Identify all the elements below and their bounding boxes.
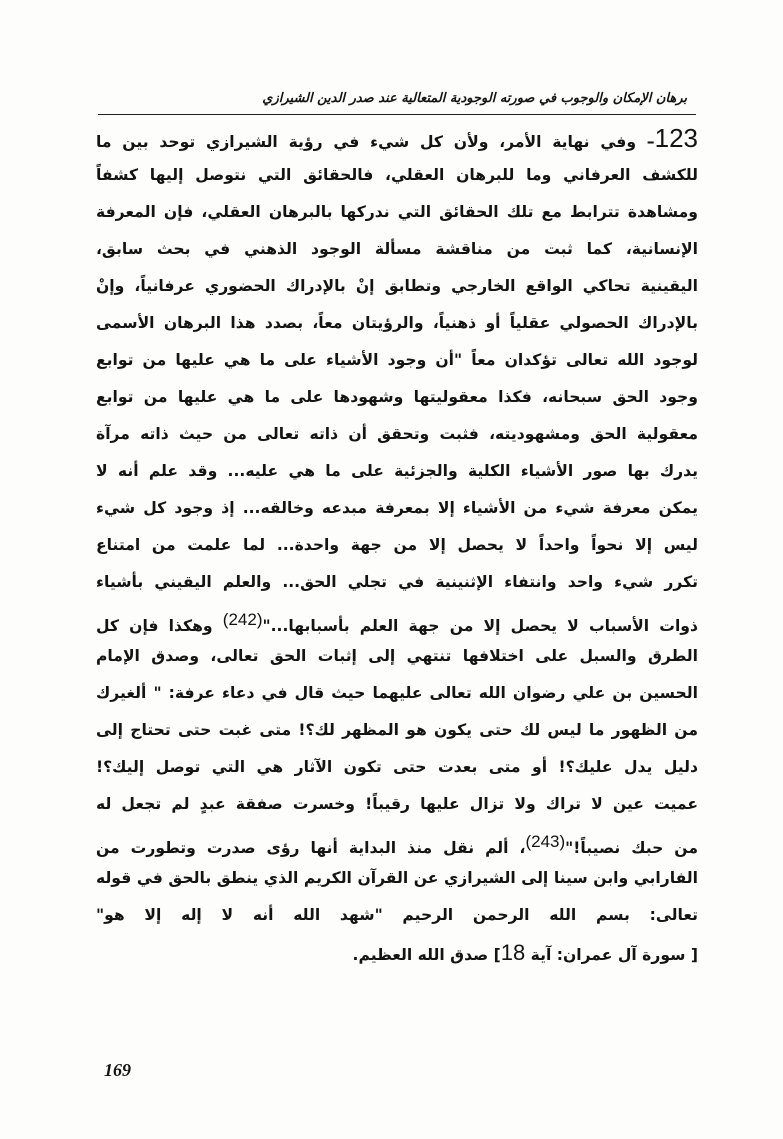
text-line: بالإدراك الحصولي عقلياً أو ذهنياً، والرؤيتان معاً، بصدد هذا البرهان الأسمى	[96, 314, 698, 332]
text-line: تعالى: بسم الله الرحمن الرحيم "شهد الله أنه لا إله إلا هو"	[96, 906, 698, 924]
text-line: يمكن معرفة شيء من الأشياء إلا بمعرفة مبدعه وخالقه... إذ وجود كل شيء	[96, 499, 698, 517]
text-line: ليس إلا نحواً واحداً لا يحصل إلا من جهة واحدة... لما علمت من امتناع	[96, 536, 698, 554]
text-line: اليقينية تحاكي الواقع الخارجي وتطابق إنْ بالإدراك الحضوري عرفانياً، وإنْ	[96, 277, 698, 295]
text-line: الإنسانية، كما ثبت من مناقشة مسألة الوجود الذهني في بحث سابق،	[96, 240, 698, 258]
text-line: من الظهور ما ليس لك حتى يكون هو المظهر لك؟! متى غبت حتى تحتاج إلى	[96, 721, 698, 739]
text-line: الطرق والسبل على اختلافها تنتهي إلى إثبات الحق تعالى، وصدق الإمام	[96, 647, 698, 665]
text-line: لوجود الله تعالى تؤكدان معاً "أن وجود الأشياء على ما هي عليها من توابع	[96, 351, 698, 369]
text-line: الفارابي وابن سينا إلى الشيرازي عن القرآن الكريم الذي ينطق بالحق في قوله	[96, 869, 698, 887]
line-text: ذوات الأسباب لا يحصل إلا من جهة العلم بأسبابها..."	[262, 617, 698, 635]
text-line: تكرر شيء واحد وانتفاء الإثنينية في تجلي الحق... والعلم اليقيني بأشياء	[96, 573, 698, 591]
text-line: للكشف العرفاني وما للبرهان العقلي، فالحقائق التي نتوصل إليها كشفاً	[96, 166, 698, 184]
header-rule	[98, 114, 696, 115]
text-line	[96, 120, 698, 157]
page-number: 169	[104, 1060, 131, 1080]
running-header: برهان الإمكان والوجوب في صورته الوجودية المتعالية عند صدر الدين الشيرازي	[262, 91, 687, 106]
text-line	[96, 601, 698, 638]
paragraph-number: 123	[654, 123, 698, 153]
ayah-number: 18	[500, 940, 526, 965]
text-line: معقولية الحق ومشهوديته، فثبت وتحقق أن ذاته تعالى من حيث ذاته مرآة	[96, 425, 698, 443]
citation-text: [ سورة آل عمران: آية	[525, 946, 698, 964]
line-text: – وفي نهاية الأمر، ولأن كل شيء في رؤية الشيرازي توحد بين ما	[96, 133, 655, 151]
line-text: ، ألم نقل منذ البداية أنها رؤى صدرت وتطورت من	[96, 839, 526, 857]
line-text: وهكذا فإن كل	[96, 617, 223, 635]
text-line: ومشاهدة تترابط مع تلك الحقائق التي ندركها بالبرهان العقلي، فإن المعرفة	[96, 203, 698, 221]
text-line: دليل يدل عليك؟! أو متى بعدت حتى تكون الآثار هي التي توصل إليك؟!	[96, 758, 698, 776]
text-line: الحسين بن علي رضوان الله تعالى عليهما حيث قال في دعاء عرفة: " ألغيرك	[96, 684, 698, 702]
text-line	[96, 823, 698, 860]
line-text: من حبك نصيباً!"	[565, 839, 698, 857]
quran-citation-line	[96, 934, 698, 971]
citation-text: ] صدق الله العظيم.	[352, 946, 501, 964]
text-line: وجود الحق سبحانه، فكذا معقوليتها وشهودها على ما هي عليها من توابع	[96, 388, 698, 406]
footnote-ref-243: (243)	[525, 832, 566, 851]
text-line: يدرك بها صور الأشياء الكلية والجزئية على ما هي عليه... وقد علم أنه لا	[96, 462, 698, 480]
text-line: عميت عين لا تراك ولا تزال عليها رقيباً! وخسرت صفقة عبدٍ لم تجعل له	[96, 795, 698, 813]
paragraph-123	[96, 120, 698, 971]
footnote-ref-242: (242)	[222, 610, 263, 629]
